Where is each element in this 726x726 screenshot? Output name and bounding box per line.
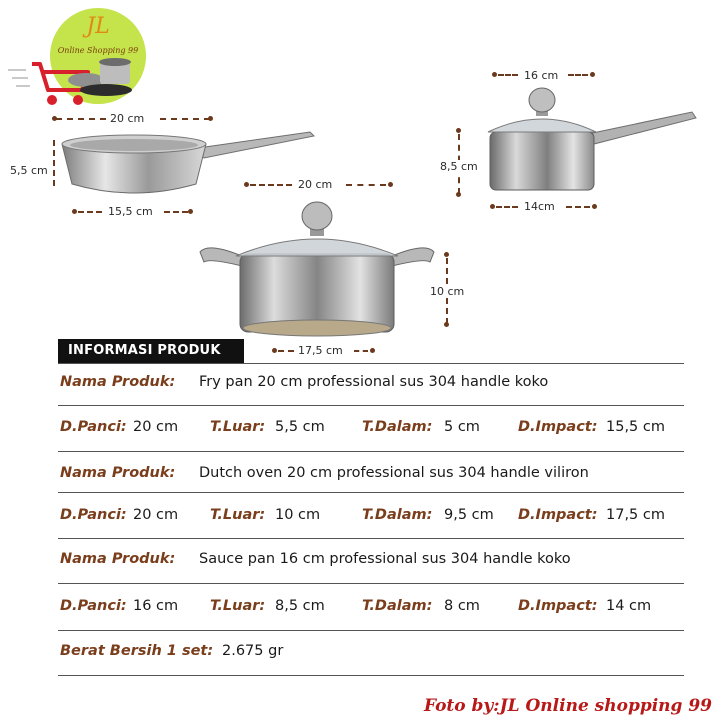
logo-name: Online Shopping 99: [57, 46, 139, 55]
dim-dot: [370, 348, 375, 353]
t-luar-label: T.Luar:: [210, 598, 266, 614]
t-luar-label: T.Luar:: [210, 419, 266, 435]
dim-dot: [592, 204, 597, 209]
d-panci-value: 20 cm: [133, 507, 179, 523]
product-name-label: Nama Produk:: [60, 465, 176, 481]
dutch-oven-diameter-label: 20 cm: [298, 178, 333, 191]
photo-credit: Foto by:JL Online shopping 99: [423, 696, 712, 716]
dutch-oven-diameter-line: [346, 184, 386, 186]
sauce-pan-diameter-line: [568, 74, 588, 76]
sauce-pan-height-label: 8,5 cm: [440, 160, 478, 173]
shopping-cart-icon: [8, 56, 148, 116]
divider: [58, 583, 684, 584]
t-luar-value: 5,5 cm: [275, 419, 325, 435]
sauce-pan-base-line: [566, 206, 590, 208]
fry-pan-base-line: [164, 211, 188, 213]
dim-dot: [444, 252, 449, 257]
divider: [58, 630, 684, 631]
d-impact-value: 14 cm: [606, 598, 652, 614]
sauce-pan-image: [484, 84, 698, 200]
dim-dot: [52, 116, 57, 121]
product-name-label: Nama Produk:: [60, 551, 176, 567]
dim-dot: [490, 204, 495, 209]
d-impact-label: D.Impact:: [518, 598, 598, 614]
dim-dot: [590, 72, 595, 77]
t-luar-value: 10 cm: [275, 507, 321, 523]
dim-dot: [456, 192, 461, 197]
fry-pan-height-line: [53, 140, 55, 186]
t-luar-value: 8,5 cm: [275, 598, 325, 614]
product-name-value: Sauce pan 16 cm professional sus 304 handle koko: [199, 551, 571, 567]
dim-dot: [188, 209, 193, 214]
t-dalam-label: T.Dalam:: [362, 419, 433, 435]
dim-dot: [492, 72, 497, 77]
d-panci-label: D.Panci:: [60, 419, 127, 435]
fry-pan-image: [58, 122, 320, 202]
fry-pan-base-label: 15,5 cm: [108, 205, 153, 218]
dim-dot: [456, 128, 461, 133]
info-header: INFORMASI PRODUK: [58, 339, 244, 363]
fry-pan-base-line: [78, 211, 102, 213]
dutch-oven-base-line: [278, 350, 294, 352]
sauce-pan-diameter-line: [498, 74, 518, 76]
brand-logo: [50, 8, 146, 104]
divider: [58, 363, 684, 364]
divider: [58, 451, 684, 452]
d-panci-value: 16 cm: [133, 598, 179, 614]
fry-pan-diameter-line: [56, 118, 106, 120]
dim-dot: [388, 182, 393, 187]
d-impact-value: 15,5 cm: [606, 419, 665, 435]
sauce-pan-base-line: [496, 206, 518, 208]
dim-dot: [244, 182, 249, 187]
fry-pan-diameter-line: [160, 118, 210, 120]
d-impact-value: 17,5 cm: [606, 507, 665, 523]
weight-value: 2.675 gr: [222, 643, 284, 659]
divider: [58, 405, 684, 406]
weight-label: Berat Bersih 1 set:: [60, 643, 214, 659]
dutch-oven-base-line: [354, 350, 368, 352]
fry-pan-diameter-label: 20 cm: [110, 112, 145, 125]
divider: [58, 675, 684, 676]
product-name-value: Dutch oven 20 cm professional sus 304 handle viliron: [199, 465, 589, 481]
d-panci-label: D.Panci:: [60, 598, 127, 614]
sauce-pan-base-label: 14cm: [524, 200, 555, 213]
d-impact-label: D.Impact:: [518, 419, 598, 435]
d-panci-value: 20 cm: [133, 419, 179, 435]
t-dalam-value: 8 cm: [444, 598, 480, 614]
logo-mark: JL: [86, 14, 110, 39]
divider: [58, 538, 684, 539]
dim-dot: [444, 322, 449, 327]
dutch-oven-diameter-line: [250, 184, 292, 186]
dutch-oven-height-label: 10 cm: [430, 285, 465, 298]
product-name-value: Fry pan 20 cm professional sus 304 handle koko: [199, 374, 549, 390]
product-name-label: Nama Produk:: [60, 374, 176, 390]
sauce-pan-diameter-label: 16 cm: [524, 69, 559, 82]
t-dalam-value: 5 cm: [444, 419, 480, 435]
d-impact-label: D.Impact:: [518, 507, 598, 523]
t-dalam-value: 9,5 cm: [444, 507, 494, 523]
d-panci-label: D.Panci:: [60, 507, 127, 523]
t-dalam-label: T.Dalam:: [362, 507, 433, 523]
t-dalam-label: T.Dalam:: [362, 598, 433, 614]
divider: [58, 492, 684, 493]
fry-pan-height-label: 5,5 cm: [10, 164, 48, 177]
dim-dot: [208, 116, 213, 121]
dim-dot: [272, 348, 277, 353]
dutch-oven-image: [198, 200, 436, 340]
dutch-oven-base-label: 17,5 cm: [298, 344, 343, 357]
t-luar-label: T.Luar:: [210, 507, 266, 523]
dim-dot: [72, 209, 77, 214]
